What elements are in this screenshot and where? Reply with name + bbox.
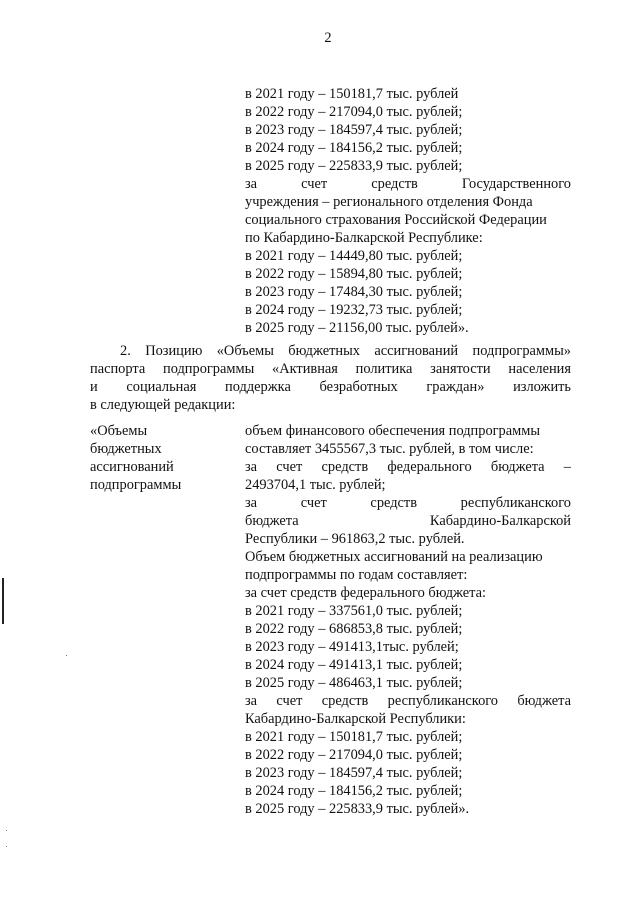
fund-source-line: за счет средств Государственного bbox=[245, 176, 571, 192]
amount-line: в 2021 году – 14449,80 тыс. рублей; bbox=[245, 248, 463, 264]
funding-text-line: подпрограммы по годам составляет: bbox=[245, 567, 468, 583]
paragraph-line: в следующей редакции: bbox=[90, 397, 236, 413]
funding-text-line: за счет средств республиканского бюджета bbox=[245, 693, 571, 709]
funding-text-line: бюджета Кабардино-Балкарской bbox=[245, 513, 571, 529]
amount-line: в 2022 году – 15894,80 тыс. рублей; bbox=[245, 266, 463, 282]
paragraph-line: 2. Позицию «Объемы бюджетных ассигнований подпрограммы» bbox=[120, 343, 571, 359]
funding-text-line: в 2021 году – 337561,0 тыс. рублей; bbox=[245, 603, 463, 619]
funding-text-line: в 2024 году – 184156,2 тыс. рублей; bbox=[245, 783, 463, 799]
fund-source-line: по Кабардино-Балкарской Республике: bbox=[245, 230, 483, 246]
position-label-line: бюджетных bbox=[90, 441, 162, 457]
paragraph-line: паспорта подпрограммы «Активная политика занятости населения bbox=[90, 361, 571, 377]
funding-text-line: Объем бюджетных ассигнований на реализацию bbox=[245, 549, 543, 565]
amount-line: в 2024 году – 19232,73 тыс. рублей; bbox=[245, 302, 463, 318]
amount-line: в 2023 году – 17484,30 тыс. рублей; bbox=[245, 284, 463, 300]
funding-text-line: в 2025 году – 225833,9 тыс. рублей». bbox=[245, 801, 470, 817]
funding-text-line: Кабардино-Балкарской Республики: bbox=[245, 711, 466, 727]
position-label-line: подпрограммы bbox=[90, 477, 182, 493]
amount-line: в 2024 году – 184156,2 тыс. рублей; bbox=[245, 140, 463, 156]
funding-text-line: в 2021 году – 150181,7 тыс. рублей; bbox=[245, 729, 463, 745]
margin-mark bbox=[2, 578, 4, 624]
funding-text-line: в 2022 году – 217094,0 тыс. рублей; bbox=[245, 747, 463, 763]
funding-text-line: в 2023 году – 184597,4 тыс. рублей; bbox=[245, 765, 463, 781]
paragraph-line: и социальная поддержка безработных граждан» изложить bbox=[90, 379, 571, 395]
funding-text-line: 2493704,1 тыс. рублей; bbox=[245, 477, 386, 493]
scan-dot bbox=[6, 830, 7, 831]
funding-text-line: Республики – 961863,2 тыс. рублей. bbox=[245, 531, 465, 547]
fund-source-line: учреждения – регионального отделения Фонда bbox=[245, 194, 533, 210]
funding-text-line: в 2023 году – 491413,1тыс. рублей; bbox=[245, 639, 459, 655]
funding-text-line: в 2024 году – 491413,1 тыс. рублей; bbox=[245, 657, 463, 673]
amount-line: в 2022 году – 217094,0 тыс. рублей; bbox=[245, 104, 463, 120]
amount-line: в 2021 году – 150181,7 тыс. рублей bbox=[245, 86, 459, 102]
amount-line: в 2025 году – 225833,9 тыс. рублей; bbox=[245, 158, 463, 174]
funding-text-line: за счет средств республиканского bbox=[245, 495, 571, 511]
position-label-line: «Объемы bbox=[90, 423, 148, 439]
funding-text-line: за счет средств федерального бюджета: bbox=[245, 585, 487, 601]
amount-line: в 2023 году – 184597,4 тыс. рублей; bbox=[245, 122, 463, 138]
page-number: 2 bbox=[324, 30, 332, 46]
funding-text-line: в 2025 году – 486463,1 тыс. рублей; bbox=[245, 675, 463, 691]
funding-text-line: в 2022 году – 686853,8 тыс. рублей; bbox=[245, 621, 463, 637]
scan-dot bbox=[6, 846, 7, 847]
funding-text-line: составляет 3455567,3 тыс. рублей, в том числе: bbox=[245, 441, 534, 457]
fund-source-line: социального страхования Российской Федерации bbox=[245, 212, 547, 228]
funding-text-line: за счет средств федерального бюджета – bbox=[245, 459, 571, 475]
funding-text-line: объем финансового обеспечения подпрограммы bbox=[245, 423, 541, 439]
position-label-line: ассигнований bbox=[90, 459, 174, 475]
amount-line: в 2025 году – 21156,00 тыс. рублей». bbox=[245, 320, 469, 336]
scan-dot bbox=[66, 655, 67, 656]
